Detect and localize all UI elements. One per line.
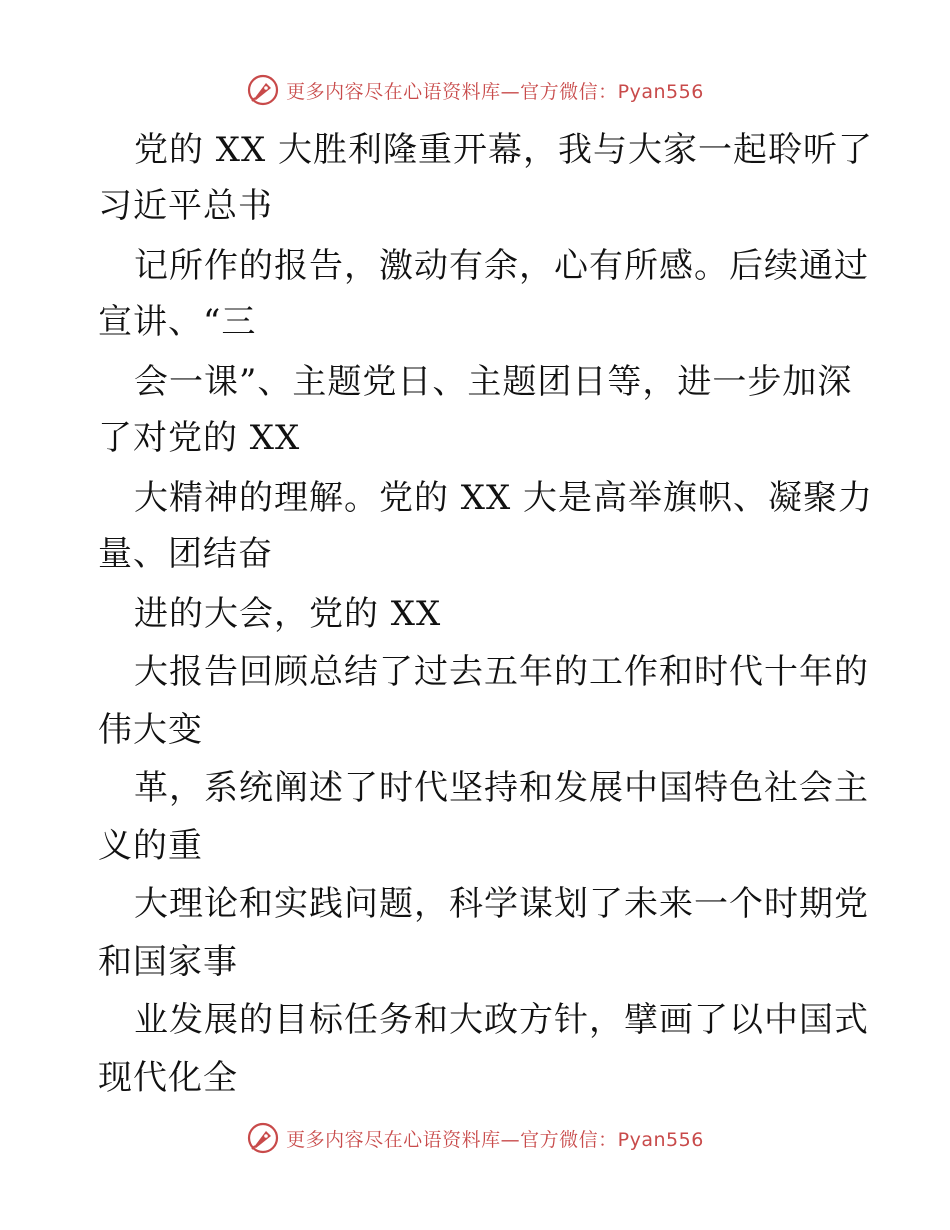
watermark-text: 更多内容尽在心语资料库—官方微信：Pyan556 [286,1128,704,1151]
text-line: 大精神的理解。党的 XX 大是高举旗帜、凝聚力 [134,478,874,518]
text-line: 党的 XX 大胜利隆重开幕，我与大家一起聆听了 [134,130,874,170]
footer-watermark [0,1118,950,1158]
text-line: 伟大变 [98,710,203,750]
text-line: 义的重 [98,826,203,866]
pen-nib-logo-icon [246,73,280,107]
text-line: 和国家事 [98,942,238,982]
watermark-text: 更多内容尽在心语资料库—官方微信：Pyan556 [286,80,704,103]
pen-nib-logo-icon [246,1121,280,1155]
text-line: 大报告回顾总结了过去五年的工作和时代十年的 [134,652,869,692]
text-line: 记所作的报告，激动有余，心有所感。后续通过 [134,246,869,286]
text-line: 量、团结奋 [98,534,273,574]
text-line: 革，系统阐述了时代坚持和发展中国特色社会主 [134,768,869,808]
text-line: 大理论和实践问题，科学谋划了未来一个时期党 [134,884,869,924]
text-line: 现代化全 [98,1058,238,1098]
text-line: 进的大会，党的 XX [134,594,442,634]
text-line: 了对党的 XX [98,418,301,458]
text-line: 习近平总书 [98,186,273,226]
header-watermark [0,70,950,110]
text-line: 宣讲、“三 [98,302,257,342]
text-line: 会一课”、主题党日、主题团日等，进一步加深 [134,362,853,402]
text-line: 业发展的目标任务和大政方针，擘画了以中国式 [134,1000,869,1040]
